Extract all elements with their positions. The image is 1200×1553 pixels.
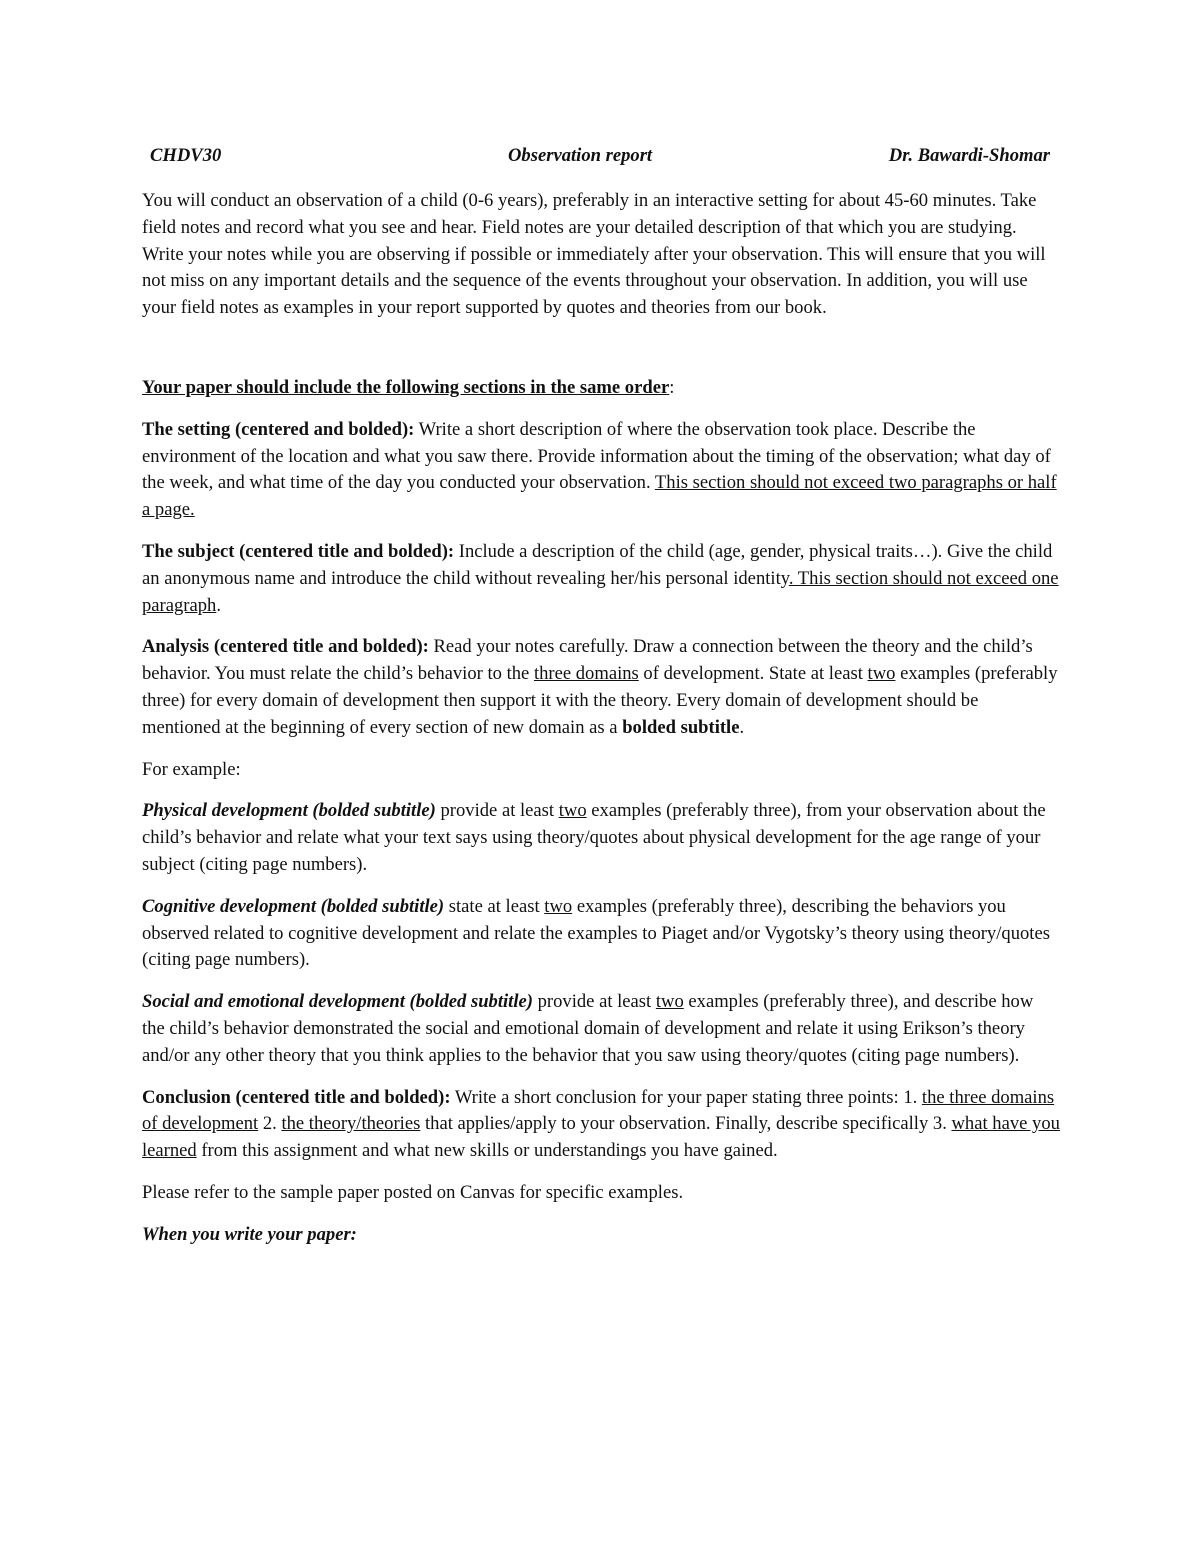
analysis-text-1: Read your notes carefully. Draw a connection between the theory and the child’s behavior. You must relate the child’s behavior to the	[142, 636, 1033, 685]
setting-text: Write a short description of where the observation took place. Describe the environment of the location and what you saw there. Provide information about the timing of the observation; what day of the week, and what time of the day you conducted your observation.	[142, 418, 1051, 494]
cognitive-text-2: examples (preferably three), describing the behaviors you observed related to cognitive development and relate the examples to Piaget and/or Vygotsky’s theory using theory/quotes (citing page numbers).	[142, 895, 1050, 971]
physical-text-2: examples (preferably three), from your observation about the child’s behavior and relate what your text says using theory/quotes about physical development for the age range of your subject (citing page numbers).	[142, 800, 1046, 875]
subject-text: Include a description of the child (age, gender, physical traits…). Give the child an anonymous name and introduce the child without revealing her/his personal identity	[142, 540, 1053, 589]
conclusion-underline-3: what have you learned	[142, 1113, 1060, 1162]
subject-end: .	[216, 594, 221, 616]
social-title: Social and emotional development (bolded subtitle)	[142, 991, 533, 1013]
intro-paragraph: You will conduct an observation of a child (0-6 years), preferably in an interactive setting for about 45-60 minutes. Take field notes and record what you see and hear. Field notes are your detailed description of that which you are studying. Write your notes while you are observing if possible or immediately after your observation. This will ensure that you will not miss on any important details and the sequence of the events throughout your observation. In addition, you will use your field notes as examples in your report supported by quotes and theories from our book.	[142, 190, 1046, 319]
social-paragraph	[142, 989, 1060, 1069]
physical-text-1: provide at least	[435, 800, 559, 822]
cognitive-underline: two	[544, 895, 573, 917]
physical-paragraph	[142, 798, 1060, 878]
conclusion-text-4: from this assignment and what new skills or understandings you have gained.	[196, 1140, 778, 1162]
setting-limit: This section should not exceed two paragraphs or half a page.	[142, 472, 1057, 521]
analysis-underline-2: two	[867, 663, 896, 685]
conclusion-title: Conclusion (centered title and bolded):	[142, 1086, 451, 1108]
conclusion-underline-1: the three domains of development	[142, 1086, 1055, 1135]
document-header	[142, 143, 1060, 171]
social-text-1: provide at least	[532, 991, 656, 1013]
cognitive-paragraph	[142, 894, 1060, 974]
conclusion-text-3: that applies/apply to your observation. Finally, describe specifically 3.	[420, 1113, 952, 1135]
subject-title: The subject (centered title and bolded):	[142, 540, 455, 562]
analysis-text-3: examples (preferably three) for every domain of development then support it with the theory. Every domain of development should be mentioned at the beginning of every section of new domain as a	[142, 663, 1058, 738]
instructor-name: Dr. Bawardi-Shomar	[888, 145, 1050, 166]
when-write-heading	[142, 1222, 1060, 1249]
conclusion-text-1: Write a short conclusion for your paper stating three points: 1.	[450, 1086, 922, 1108]
for-example: For example:	[142, 758, 241, 780]
analysis-end: .	[739, 716, 745, 738]
document-page	[142, 143, 1060, 1264]
cognitive-text-1: state at least	[444, 895, 545, 917]
subject-limit: . This section should not exceed one paragraph	[142, 567, 1059, 616]
sections-heading-label: Your paper should include the following sections in the same order	[142, 376, 670, 398]
refer-paragraph: Please refer to the sample paper posted on Canvas for specific examples.	[142, 1181, 684, 1203]
analysis-title: Analysis (centered title and bolded):	[142, 636, 429, 658]
sections-heading	[142, 375, 1060, 402]
document-title: Observation report	[508, 145, 653, 166]
setting-paragraph	[142, 417, 1060, 524]
social-text-2: examples (preferably three), and describe how the child’s behavior demonstrated the social and emotional domain of development and relate it using Erikson’s theory and/or any other theory that you think applies to the behavior that you saw using theory/quotes (citing page numbers).	[142, 991, 1034, 1066]
analysis-underline-1: three domains	[533, 663, 639, 685]
setting-title: The setting (centered and bolded):	[142, 418, 415, 440]
analysis-text-2: of development. State at least	[638, 663, 868, 685]
subject-paragraph	[142, 539, 1060, 619]
physical-title: Physical development (bolded subtitle)	[142, 800, 436, 822]
cognitive-title: Cognitive development (bolded subtitle)	[142, 895, 445, 917]
when-write-text: When you write your paper:	[142, 1223, 357, 1245]
sections-heading-colon: :	[669, 376, 675, 398]
conclusion-underline-2: the theory/theories	[281, 1113, 421, 1135]
analysis-bold-end: bolded subtitle	[622, 716, 740, 738]
physical-underline: two	[558, 800, 587, 822]
conclusion-text-2: 2.	[258, 1113, 282, 1135]
conclusion-paragraph	[142, 1085, 1060, 1165]
analysis-paragraph	[142, 634, 1060, 741]
social-underline: two	[655, 991, 684, 1013]
course-code: CHDV30	[150, 145, 222, 166]
